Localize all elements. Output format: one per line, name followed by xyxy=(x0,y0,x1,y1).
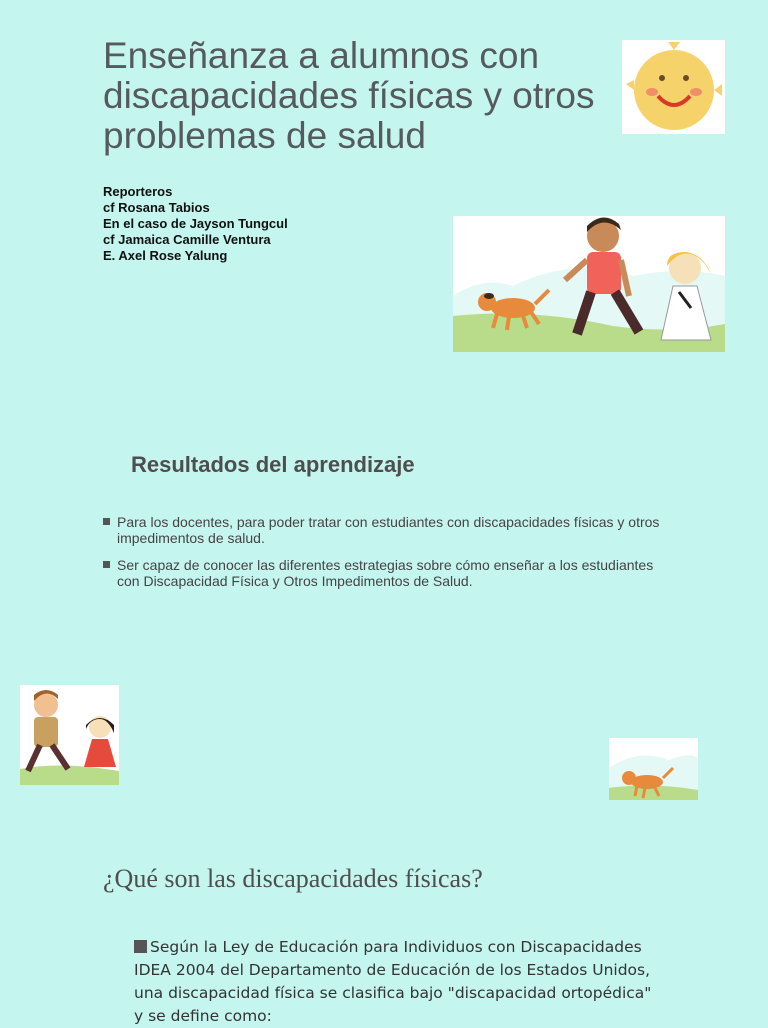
kids-running-illustration xyxy=(20,685,119,785)
reporters-block xyxy=(103,184,288,264)
children-running-icon xyxy=(20,685,119,785)
children-walking-dog-icon xyxy=(453,216,725,352)
sun-illustration xyxy=(622,40,725,134)
sun-icon xyxy=(622,40,725,134)
learning-outcomes-title: Resultados del aprendizaje xyxy=(131,452,415,477)
page-title: Enseñanza a alumnos con discapacidades físicas y otros problemas de salud xyxy=(103,35,595,156)
square-bullet-icon xyxy=(103,561,110,568)
list-item xyxy=(103,557,673,589)
square-bullet-icon xyxy=(134,940,147,953)
definition-paragraph xyxy=(134,936,664,1028)
kids-dog-illustration xyxy=(453,216,725,352)
definition-text: Según la Ley de Educación para Individuos con Discapacidades IDEA 2004 del Departamento de Educación de los Estados Unidos, una discapacidad física se clasifica bajo "discapacidad ortopédica" y se define como: xyxy=(134,938,652,1025)
reporters-heading: Reporteros xyxy=(103,184,173,199)
reporter-name: cf Jamaica Camille Ventura xyxy=(103,232,271,247)
dog-illustration xyxy=(609,738,698,800)
reporter-name: cf Rosana Tabios xyxy=(103,200,210,215)
square-bullet-icon xyxy=(103,518,110,525)
dog-icon xyxy=(609,738,698,800)
definition-title: ¿Qué son las discapacidades físicas? xyxy=(103,864,483,893)
reporter-name: En el caso de Jayson Tungcul xyxy=(103,216,288,231)
list-item-text: Para los docentes, para poder tratar con estudiantes con discapacidades físicas y otros impedimentos de salud. xyxy=(117,514,660,546)
reporter-name: E. Axel Rose Yalung xyxy=(103,248,228,263)
list-item xyxy=(103,514,673,546)
learning-outcomes-list xyxy=(103,514,673,600)
list-item-text: Ser capaz de conocer las diferentes estrategias sobre cómo enseñar a los estudiantes con Discapacidad Física y Otros Impedimentos de Salud. xyxy=(117,557,654,589)
